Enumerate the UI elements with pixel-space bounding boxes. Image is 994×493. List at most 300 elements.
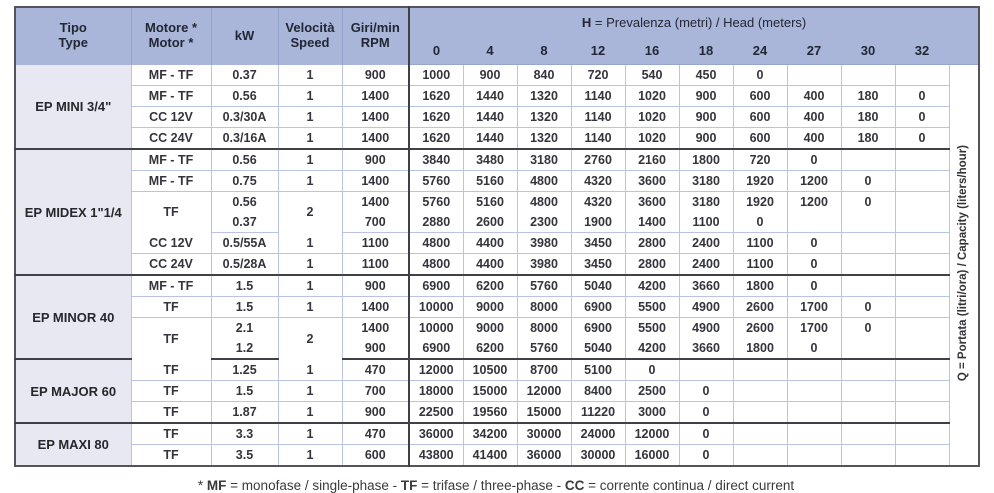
pump-spec-table: [14, 6, 980, 467]
table-row: [15, 318, 979, 339]
capacity-cell: 2760: [571, 149, 625, 171]
table-row: [15, 381, 979, 402]
capacity-cell: [895, 192, 949, 213]
capacity-cell: [841, 445, 895, 467]
capacity-cell: 3180: [679, 192, 733, 213]
capacity-cell: 900: [679, 86, 733, 107]
capacity-cell: 1020: [625, 86, 679, 107]
capacity-cell: 1100: [733, 254, 787, 276]
rpm-cell: 900: [342, 338, 409, 359]
table-row: [15, 254, 979, 276]
capacity-cell: 3980: [517, 254, 571, 276]
capacity-cell: [895, 402, 949, 424]
table-body: [15, 65, 979, 467]
head-value-18: 18: [679, 38, 733, 65]
table-row: [15, 402, 979, 424]
head-value-12: 12: [571, 38, 625, 65]
header-head-meters: [409, 7, 979, 38]
capacity-cell: 0: [841, 297, 895, 318]
capacity-cell: 1620: [409, 86, 463, 107]
kw-cell: 1.2: [211, 338, 278, 359]
capacity-cell: 840: [517, 65, 571, 86]
capacity-cell: 0: [895, 86, 949, 107]
capacity-cell: 36000: [409, 423, 463, 445]
capacity-cell: 1920: [733, 171, 787, 192]
capacity-cell: 1920: [733, 192, 787, 213]
capacity-cell: 0: [787, 338, 841, 359]
capacity-cell: 1200: [787, 171, 841, 192]
capacity-cell: 1440: [463, 86, 517, 107]
capacity-cell: 2600: [733, 318, 787, 339]
capacity-cell: 43800: [409, 445, 463, 467]
capacity-cell: 4320: [571, 171, 625, 192]
rpm-cell: 1400: [342, 192, 409, 213]
capacity-cell: 600: [733, 107, 787, 128]
table-row: [15, 86, 979, 107]
capacity-cell: [895, 254, 949, 276]
q-text: = Portata (litri/ora) / Capacity (liters/hour): [957, 145, 970, 373]
capacity-cell: 600: [733, 86, 787, 107]
motor-cell: MF - TF: [131, 171, 211, 192]
motor-cell: TF: [131, 445, 211, 467]
capacity-cell: [733, 359, 787, 381]
capacity-cell: 1800: [679, 149, 733, 171]
capacity-cell: 0: [787, 254, 841, 276]
header-h-text: = Prevalenza (metri) / Head (meters): [591, 14, 807, 30]
speed-cell: 2: [278, 192, 342, 233]
motor-cell: TF: [131, 318, 211, 360]
capacity-cell: [895, 445, 949, 467]
rpm-cell: 1400: [342, 297, 409, 318]
capacity-cell: 8000: [517, 318, 571, 339]
capacity-cell: [841, 423, 895, 445]
capacity-cell: [733, 445, 787, 467]
header-velocita: [278, 7, 342, 65]
footnote-cc: CC: [564, 478, 585, 493]
capacity-cell: 2500: [625, 381, 679, 402]
capacity-cell: 15000: [517, 402, 571, 424]
capacity-cell: 5160: [463, 192, 517, 213]
table-row: [15, 445, 979, 467]
rpm-cell: 1400: [342, 318, 409, 339]
capacity-cell: 4900: [679, 297, 733, 318]
capacity-cell: 1800: [733, 338, 787, 359]
capacity-cell: 30000: [571, 445, 625, 467]
header-giri-line1: Giri/min: [350, 20, 400, 36]
footnote-cc-text: = corrente continua / direct current: [584, 478, 795, 493]
header-kw: kW: [211, 7, 278, 65]
capacity-cell: [787, 359, 841, 381]
header-motore-line1: Motore *: [145, 20, 197, 36]
capacity-cell: 0: [625, 359, 679, 381]
capacity-cell: [787, 212, 841, 233]
capacity-cell: 0: [895, 128, 949, 150]
capacity-cell: 900: [679, 128, 733, 150]
capacity-cell: 1000: [409, 65, 463, 86]
capacity-cell: 1020: [625, 128, 679, 150]
rpm-cell: 1100: [342, 254, 409, 276]
capacity-cell: 4200: [625, 275, 679, 297]
capacity-cell: 5500: [625, 318, 679, 339]
capacity-cell: 900: [679, 107, 733, 128]
capacity-cell: 1320: [517, 128, 571, 150]
capacity-cell: 1400: [625, 212, 679, 233]
capacity-cell: 3980: [517, 233, 571, 254]
speed-cell: 1: [278, 402, 342, 424]
table-row: [15, 359, 979, 381]
header-tipo-line2: Type: [58, 35, 88, 51]
table-row: [15, 233, 979, 254]
capacity-cell: 5760: [409, 192, 463, 213]
speed-cell: 2: [278, 318, 342, 360]
header-motore-line2: Motor *: [148, 35, 194, 51]
q-capacity-vertical-label: [958, 145, 970, 381]
capacity-cell: 16000: [625, 445, 679, 467]
capacity-cell: 3840: [409, 149, 463, 171]
rpm-cell: 1400: [342, 107, 409, 128]
table-row: [15, 297, 979, 318]
speed-cell: 1: [278, 445, 342, 467]
capacity-cell: 1140: [571, 128, 625, 150]
kw-cell: 0.3/30A: [211, 107, 278, 128]
capacity-cell: 1900: [571, 212, 625, 233]
motor-cell: TF: [131, 297, 211, 318]
capacity-cell: 4800: [517, 171, 571, 192]
capacity-cell: 3600: [625, 192, 679, 213]
kw-cell: 3.5: [211, 445, 278, 467]
capacity-cell: 18000: [409, 381, 463, 402]
capacity-cell: 5500: [625, 297, 679, 318]
footnote-tf-text: = trifase / three-phase -: [417, 478, 565, 493]
capacity-cell: [841, 212, 895, 233]
capacity-cell: 1020: [625, 107, 679, 128]
capacity-cell: [841, 275, 895, 297]
speed-cell: 1: [278, 107, 342, 128]
speed-cell: 1: [278, 359, 342, 381]
capacity-cell: 1140: [571, 107, 625, 128]
capacity-cell: 5760: [517, 275, 571, 297]
capacity-cell: [895, 212, 949, 233]
capacity-cell: [841, 359, 895, 381]
motor-cell: MF - TF: [131, 275, 211, 297]
capacity-cell: 0: [679, 423, 733, 445]
capacity-cell: 9000: [463, 318, 517, 339]
capacity-cell: 8700: [517, 359, 571, 381]
head-value-0: 0: [409, 38, 463, 65]
capacity-cell: [787, 381, 841, 402]
header-giri: [342, 7, 409, 65]
speed-cell: 1: [278, 65, 342, 86]
capacity-cell: 2880: [409, 212, 463, 233]
kw-cell: 0.3/16A: [211, 128, 278, 150]
kw-cell: 1.87: [211, 402, 278, 424]
capacity-cell: 0: [679, 402, 733, 424]
speed-cell: 1: [278, 297, 342, 318]
capacity-cell: [841, 381, 895, 402]
capacity-cell: 0: [733, 65, 787, 86]
capacity-cell: [841, 402, 895, 424]
footnote-asterisk: *: [197, 478, 207, 493]
capacity-cell: 1100: [679, 212, 733, 233]
capacity-cell: 4320: [571, 192, 625, 213]
capacity-cell: [841, 338, 895, 359]
speed-cell: 1: [278, 233, 342, 254]
motor-cell: MF - TF: [131, 65, 211, 86]
kw-cell: 0.5/55A: [211, 233, 278, 254]
rpm-cell: 900: [342, 402, 409, 424]
capacity-cell: 12000: [625, 423, 679, 445]
motor-cell: CC 12V: [131, 107, 211, 128]
capacity-cell: 12000: [409, 359, 463, 381]
capacity-cell: 1800: [733, 275, 787, 297]
capacity-cell: 1440: [463, 107, 517, 128]
capacity-cell: 4800: [409, 254, 463, 276]
capacity-cell: [895, 275, 949, 297]
header-giri-line2: RPM: [360, 35, 390, 51]
header-motore: [131, 7, 211, 65]
table-row: [15, 107, 979, 128]
capacity-cell: 180: [841, 107, 895, 128]
rpm-cell: 700: [342, 381, 409, 402]
kw-cell: 0.37: [211, 212, 278, 233]
rpm-cell: 470: [342, 359, 409, 381]
header-velocita-line1: Velocità: [285, 20, 335, 36]
motor-cell: TF: [131, 359, 211, 381]
capacity-cell: 3660: [679, 275, 733, 297]
capacity-cell: 6900: [409, 338, 463, 359]
rpm-cell: 470: [342, 423, 409, 445]
capacity-cell: [733, 402, 787, 424]
capacity-cell: 6200: [463, 275, 517, 297]
kw-cell: 1.25: [211, 359, 278, 381]
motor-cell: MF - TF: [131, 86, 211, 107]
capacity-cell: 3660: [679, 338, 733, 359]
capacity-cell: [679, 359, 733, 381]
capacity-cell: 4400: [463, 254, 517, 276]
capacity-cell: 2800: [625, 254, 679, 276]
capacity-cell: [895, 318, 949, 339]
capacity-cell: 1700: [787, 318, 841, 339]
speed-cell: 1: [278, 171, 342, 192]
capacity-cell: 400: [787, 128, 841, 150]
capacity-cell: 900: [463, 65, 517, 86]
kw-cell: 2.1: [211, 318, 278, 339]
header-tipo-line1: Tipo: [59, 20, 87, 36]
capacity-cell: 10500: [463, 359, 517, 381]
capacity-cell: 3180: [679, 171, 733, 192]
head-value-30: 30: [841, 38, 895, 65]
capacity-cell: 5760: [517, 338, 571, 359]
capacity-cell: 1320: [517, 86, 571, 107]
capacity-cell: 0: [841, 192, 895, 213]
footnote-mf: MF: [206, 478, 227, 493]
capacity-cell: 600: [733, 128, 787, 150]
capacity-cell: 24000: [571, 423, 625, 445]
kw-cell: 1.5: [211, 381, 278, 402]
capacity-cell: 6900: [571, 318, 625, 339]
capacity-cell: 19560: [463, 402, 517, 424]
capacity-cell: 1200: [787, 192, 841, 213]
pump-type-cell: EP MAXI 80: [15, 423, 131, 466]
capacity-cell: 12000: [517, 381, 571, 402]
rpm-cell: 1400: [342, 171, 409, 192]
capacity-cell: [787, 65, 841, 86]
capacity-cell: 0: [787, 275, 841, 297]
capacity-cell: [841, 254, 895, 276]
rpm-cell: 900: [342, 149, 409, 171]
speed-cell: 1: [278, 128, 342, 150]
capacity-cell: 400: [787, 107, 841, 128]
capacity-cell: 540: [625, 65, 679, 86]
capacity-cell: 5100: [571, 359, 625, 381]
head-value-24: 24: [733, 38, 787, 65]
table-row: [15, 149, 979, 171]
capacity-cell: 180: [841, 128, 895, 150]
kw-cell: 1.5: [211, 297, 278, 318]
header-velocita-line2: Speed: [290, 35, 330, 51]
kw-cell: 0.5/28A: [211, 254, 278, 276]
capacity-cell: 3180: [517, 149, 571, 171]
capacity-cell: [787, 445, 841, 467]
capacity-cell: 0: [679, 381, 733, 402]
capacity-cell: 8000: [517, 297, 571, 318]
capacity-cell: [733, 381, 787, 402]
table-row: [15, 171, 979, 192]
capacity-cell: [895, 171, 949, 192]
capacity-cell: 15000: [463, 381, 517, 402]
capacity-cell: [733, 423, 787, 445]
capacity-cell: [895, 381, 949, 402]
rpm-cell: 1400: [342, 128, 409, 150]
capacity-cell: [895, 297, 949, 318]
head-value-16: 16: [625, 38, 679, 65]
head-value-4: 4: [463, 38, 517, 65]
capacity-cell: 6900: [409, 275, 463, 297]
capacity-cell: [895, 359, 949, 381]
capacity-cell: [895, 149, 949, 171]
capacity-cell: 36000: [517, 445, 571, 467]
rpm-cell: 900: [342, 275, 409, 297]
capacity-cell: 0: [733, 212, 787, 233]
capacity-cell: [841, 65, 895, 86]
motor-cell: TF: [131, 192, 211, 233]
capacity-cell: 30000: [517, 423, 571, 445]
capacity-cell: 5160: [463, 171, 517, 192]
capacity-cell: 10000: [409, 318, 463, 339]
capacity-cell: 3600: [625, 171, 679, 192]
capacity-cell: 1620: [409, 107, 463, 128]
capacity-cell: [895, 65, 949, 86]
motor-cell: CC 12V: [131, 233, 211, 254]
capacity-cell: [895, 423, 949, 445]
table-row: [15, 65, 979, 86]
capacity-cell: 3450: [571, 233, 625, 254]
motor-cell: CC 24V: [131, 254, 211, 276]
capacity-cell: 4400: [463, 233, 517, 254]
capacity-cell: 1700: [787, 297, 841, 318]
speed-cell: 1: [278, 86, 342, 107]
capacity-cell: 5760: [409, 171, 463, 192]
rpm-cell: 900: [342, 65, 409, 86]
capacity-cell: 11220: [571, 402, 625, 424]
footnote: [14, 478, 978, 493]
capacity-cell: 3000: [625, 402, 679, 424]
capacity-cell: 0: [895, 107, 949, 128]
speed-cell: 1: [278, 381, 342, 402]
motor-cell: TF: [131, 402, 211, 424]
pump-type-cell: EP MINI 3/4": [15, 65, 131, 150]
datasheet-page: [14, 6, 978, 493]
capacity-cell: 41400: [463, 445, 517, 467]
header-h-symbol: H: [581, 14, 592, 30]
rpm-cell: 1100: [342, 233, 409, 254]
capacity-cell: 400: [787, 86, 841, 107]
table-header: [15, 7, 979, 65]
capacity-cell: 1440: [463, 128, 517, 150]
capacity-cell: 450: [679, 65, 733, 86]
capacity-cell: 4900: [679, 318, 733, 339]
pump-type-cell: EP MINOR 40: [15, 275, 131, 359]
capacity-cell: 1140: [571, 86, 625, 107]
table-row: [15, 423, 979, 445]
capacity-cell: 6200: [463, 338, 517, 359]
speed-cell: 1: [278, 423, 342, 445]
capacity-cell: 2600: [463, 212, 517, 233]
header-row-titles: [15, 7, 979, 38]
capacity-cell: [895, 338, 949, 359]
capacity-cell: [841, 149, 895, 171]
kw-cell: 0.56: [211, 192, 278, 213]
capacity-cell: 1100: [733, 233, 787, 254]
capacity-cell: 720: [571, 65, 625, 86]
capacity-axis-cell: [949, 65, 979, 467]
pump-type-cell: EP MAJOR 60: [15, 359, 131, 423]
motor-cell: CC 24V: [131, 128, 211, 150]
rpm-cell: 600: [342, 445, 409, 467]
capacity-cell: 0: [787, 149, 841, 171]
capacity-cell: 0: [679, 445, 733, 467]
speed-cell: 1: [278, 275, 342, 297]
capacity-cell: 2800: [625, 233, 679, 254]
capacity-cell: [895, 233, 949, 254]
motor-cell: TF: [131, 423, 211, 445]
capacity-cell: 0: [841, 171, 895, 192]
capacity-cell: [787, 402, 841, 424]
capacity-cell: 1620: [409, 128, 463, 150]
header-q-spacer: [949, 38, 979, 65]
kw-cell: 1.5: [211, 275, 278, 297]
motor-cell: MF - TF: [131, 149, 211, 171]
head-value-32: 32: [895, 38, 949, 65]
table-row: [15, 192, 979, 213]
capacity-cell: 5040: [571, 275, 625, 297]
rpm-cell: 1400: [342, 86, 409, 107]
capacity-cell: 1320: [517, 107, 571, 128]
capacity-cell: 4200: [625, 338, 679, 359]
head-value-27: 27: [787, 38, 841, 65]
capacity-cell: 2300: [517, 212, 571, 233]
kw-cell: 0.75: [211, 171, 278, 192]
capacity-cell: 4800: [409, 233, 463, 254]
head-value-8: 8: [517, 38, 571, 65]
capacity-cell: 180: [841, 86, 895, 107]
q-symbol: Q: [957, 372, 970, 382]
capacity-cell: 9000: [463, 297, 517, 318]
kw-cell: 0.56: [211, 86, 278, 107]
capacity-cell: 2400: [679, 254, 733, 276]
motor-cell: TF: [131, 381, 211, 402]
capacity-cell: 34200: [463, 423, 517, 445]
